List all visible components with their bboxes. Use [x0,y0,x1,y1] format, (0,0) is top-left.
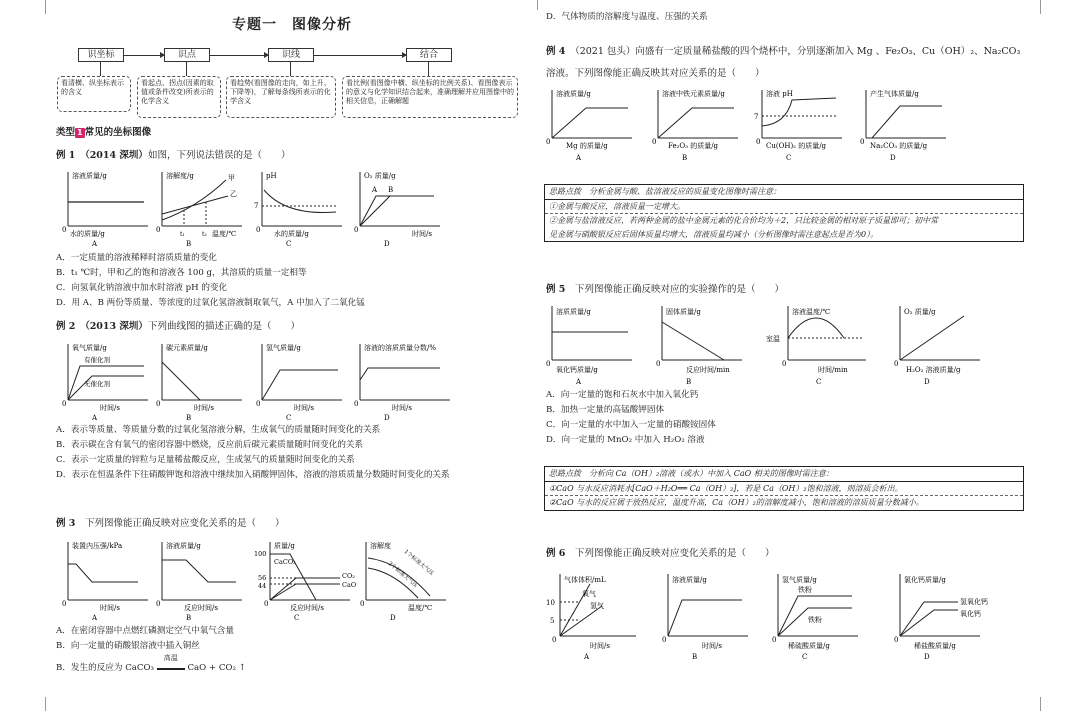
ex5-graphs [540,302,1010,388]
connector [428,62,429,76]
ex4-graph-d [860,89,946,162]
ex3-graphs [56,538,496,624]
ex5-option-b: B．加热一定量的高锰酸钾固体 [546,405,665,415]
flow-note-2: 看起点、拐点(因素的取值或条件改变)所表示的化学含义 [137,76,221,118]
ex4-d-ylabel: 产生气体质量/g [870,90,919,98]
crop-mark [1040,697,1050,711]
hint2-line1: ①CaO 与水反应消耗水[CaO＋H₂O══ Ca（OH）₂]，若是 Ca（OH）₂饱和溶液，则溶质会析出。 [545,482,1023,497]
ex4-b-xlabel: Fe₂O₃ 的质量/g [668,142,719,150]
svg-text:0: 0 [652,138,657,146]
ex1-b-ylabel: 溶解度/g [166,172,194,180]
ex3-c-val-100: 100 [254,550,267,558]
ex1-b-series1: 甲 [228,174,235,182]
flow-box-4: 结合 [406,48,452,62]
ex3-reaction-left: B．发生的反应为 CaCO₃ [56,663,154,673]
ex3-c-val-56: 56 [258,574,267,582]
ex3-graph-d [360,541,446,622]
type-heading [56,127,151,139]
ex2-text: 下列曲线图的描述正确的是（ ） [147,321,300,332]
flow-note-1: 看清横、纵坐标表示的含义 [57,76,131,112]
ex3-option-b2 [56,654,246,674]
svg-text:0: 0 [662,636,667,644]
ex1-c-xlabel: 水的质量/g [274,230,309,238]
ex6-graph-d [894,574,988,661]
ex6-a-val-10: 10 [546,599,555,607]
ex6-a-ylabel: 气体体积/mL [564,576,606,584]
ex5-a-letter: A [576,378,582,386]
ex4-question [546,46,1020,58]
ex3-graph-c [254,541,356,622]
crop-mark [1040,0,1050,14]
svg-text:0: 0 [354,400,359,408]
svg-text:0: 0 [782,360,787,368]
ex6-label: 例 6 [546,548,566,559]
ex1-b-series2: 乙 [230,190,237,198]
ex6-b-xlabel: 时间/s [702,642,722,650]
ex3-c-val-44: 44 [258,582,267,590]
ex6-graphs [540,570,1010,662]
ex2-b-xlabel: 时间/s [194,404,214,412]
ex6-b-letter: B [692,653,698,661]
flow-arrow [314,55,406,56]
ex1-option-d: D．用 A、B 两份等质量、等浓度的过氧化氢溶液制取氧气，A 中加入了二氧化锰 [56,298,365,308]
ex2-a-letter: A [92,414,98,422]
ex3-graph-b [156,541,242,622]
connector [290,62,291,76]
ex6-c-series2: 铁粉 [808,616,822,624]
ex3-option-a: A．在密闭容器中点燃红磷测定空气中氧气含量 [56,626,235,636]
ex1-graphs [56,168,496,250]
ex3-question [56,518,284,530]
svg-text:0: 0 [546,360,551,368]
ex2-b-ylabel: 碳元素质量/g [166,344,208,352]
ex3-c-xlabel: 反应时间/s [290,604,324,612]
ex6-a-series2: 氢气 [590,602,604,610]
ex1-graph-c [254,172,342,248]
ex5-option-c: C．向一定量的水中加入一定量的硝酸铵固体 [546,420,716,430]
svg-text:0: 0 [156,600,161,608]
ex4-graph-c [754,89,842,162]
ex6-d-xlabel: 稀盐酸质量/g [914,642,956,650]
ex6-d-series1: 氢氧化钙 [960,598,988,606]
ex5-label: 例 5 [546,284,566,295]
ex4-label: 例 4 [546,46,566,57]
ex2-graphs [56,340,496,424]
right-page [540,0,1080,711]
svg-text:0: 0 [860,138,865,146]
ex2-c-xlabel: 时间/s [294,404,314,412]
ex5-c-ylabel: 溶液温度/℃ [792,308,831,316]
ex5-graph-d [894,306,980,386]
crop-mark [528,0,538,10]
ex2-d-ylabel: 溶液的溶质质量分数/% [364,344,437,352]
ex3-c-series1: CO₂ [342,572,355,580]
ex1-b-t1: t₁ [180,231,185,238]
ex6-a-letter: A [584,653,590,661]
ex3-d-letter: D [390,614,396,622]
svg-text:0: 0 [156,400,161,408]
svg-text:0: 0 [894,636,899,644]
hint1-heading: 思路点拨 分析金属与酸、盐溶液反应的质量变化图像时需注意： [545,185,1023,200]
ex6-a-xlabel: 时间/s [590,642,610,650]
svg-text:0: 0 [656,360,661,368]
ex4-c-letter: C [786,154,792,162]
ex3-b-ylabel: 溶液质量/g [166,542,201,550]
ex6-graph-c [772,574,858,661]
ex2-d-letter: D [384,414,390,422]
type-prefix: 类型 [56,127,76,138]
ex2-graph-c [256,343,342,422]
ex2-graph-b [156,343,242,422]
ex5-b-ylabel: 固体质量/g [666,308,701,316]
ex2-option-c: C．表示一定质量的锌粒与足量稀盐酸反应，生成氢气的质量随时间变化的关系 [56,455,355,465]
ex1-graph-d [354,171,440,248]
hint1-line3: 见金属与硝酸银反应后固体质量均增大，溶液质量均减小（分析图像时需注意起点是否为0）。 [549,229,879,239]
ex6-b-ylabel: 溶液质量/g [672,576,707,584]
ex2-graph-d [354,343,450,422]
crop-mark [36,697,46,711]
ex3-text: 下列图像能正确反映对应变化关系的是（ ） [84,518,285,529]
ex3-a-xlabel: 时间/s [100,604,120,612]
hint1-line2: ②金属与盐溶液反应，若两种金属的盐中金属元素的化合价均为＋2，只比较金属的相对原子质量即可；初中常 [549,216,939,226]
ex3-d-series1: 1个标准大气压 [402,548,435,577]
ex5-option-d: D．向一定量的 MnO₂ 中加入 H₂O₂ 溶液 [546,435,705,445]
crop-mark [36,0,46,14]
ex2-option-d: D．表示在恒温条件下往硝酸钾饱和溶液中继续加入硝酸钾固体，溶液的溶质质量分数随时间变化的关系 [56,470,450,480]
ex3-b-xlabel: 反应时间/s [184,604,218,612]
svg-text:0: 0 [546,138,551,146]
ex2-option-b: B．表示碳在含有氧气的密闭容器中燃烧，反应前后碳元素质量随时间变化的关系 [56,440,364,450]
ex6-question [546,548,774,560]
ex6-d-ylabel: 氯化钙质量/g [904,576,946,584]
ex4-a-xlabel: Mg 的质量/g [566,142,608,150]
ex3-option-b: B．向一定量的硝酸银溶液中插入铜丝 [56,641,200,651]
ex1-graph-b [156,171,242,248]
right-top-line: D．气体物质的溶解度与温度、压强的关系 [546,12,708,22]
ex2-graph-a [62,343,148,422]
ex1-c-letter: C [286,240,292,248]
ex2-d-xlabel: 时间/s [392,404,412,412]
svg-text:0: 0 [62,600,67,608]
ex6-c-series1: 铁粉 [798,586,812,594]
ex6-c-letter: C [802,653,808,661]
ex1-source: （2014 深圳） [84,150,148,161]
ex6-c-ylabel: 氢气质量/g [782,576,817,584]
ex3-label: 例 3 [56,518,76,529]
ex5-d-xlabel: H₂O₂ 溶液质量/g [906,366,961,374]
ex2-a-series1: 有催化剂 [84,356,110,364]
ex1-a-ylabel: 溶液质量/g [72,172,107,180]
ex1-a-xlabel: 水的质量/g [70,230,105,238]
ex1-text: 如图，下列说法错误的是（ ） [147,150,291,161]
ex6-graph-b [662,574,748,661]
type-label: 常见的坐标图像 [84,127,152,138]
flow-box-1: 识坐标 [78,48,124,62]
svg-text:0: 0 [894,360,899,368]
ex2-a-ylabel: 氧气质量/g [72,344,107,352]
ex3-graph-a [62,541,148,622]
ex2-option-a: A．表示等质量、等质量分数的过氧化氢溶液分解，生成氧气的质量随时间变化的关系 [56,425,381,435]
ex5-b-xlabel: 反应时间/min [686,366,730,374]
ex4-graphs [540,86,1000,166]
ex1-d-series1: A [372,186,378,194]
ex6-text: 下列图像能正确反映对应变化关系的是（ ） [574,548,775,559]
hint-box-2 [544,466,1024,511]
ex4-graph-a [546,89,632,162]
ex6-a-series1: 氧气 [582,590,596,598]
ex3-c-series2: CaO [342,581,357,589]
ex1-option-c: C．向氢氧化钠溶液中加水时溶液 pH 的变化 [56,283,228,293]
ex4-c-xlabel: Cu(OH)₂ 的质量/g [766,142,827,150]
ex2-c-letter: C [286,414,292,422]
ex5-option-a: A．向一定量的饱和石灰水中加入氧化钙 [546,390,699,400]
ex4-d-letter: D [890,154,896,162]
connector [186,62,187,76]
ex4-question-line2: 溶液。下列图像能正确反映其对应关系的是（ ） [546,68,765,79]
flow-box-3: 识线 [268,48,314,62]
hint2-line2: ②CaO 与水的反应属于放热反应，温度升高，Ca（OH）₂的溶解度减小，饱和溶液的溶质质量分数减小。 [549,498,924,508]
svg-text:0: 0 [256,226,261,234]
ex3-d-ylabel: 溶解度 [370,542,391,550]
ex6-graph-a [546,574,636,661]
ex3-a-ylabel: 装置内压强/kPa [72,542,123,550]
svg-text:0: 0 [772,636,777,644]
ex3-c-series0: CaCO₃ [274,558,296,566]
ex1-label: 例 1 [56,150,76,161]
ex2-a-xlabel: 时间/s [100,404,120,412]
ex6-a-val-5: 5 [550,617,555,625]
ex3-c-ylabel: 质量/g [274,542,295,550]
ex6-c-xlabel: 稀硫酸质量/g [788,642,830,650]
ex4-graph-b [652,89,738,162]
flow-arrow [124,55,164,56]
ex2-b-letter: B [186,414,192,422]
ex4-c-ylabel: 溶液 pH [766,90,793,98]
flow-arrow [210,55,268,56]
ex2-question [56,321,300,333]
ex5-c-xlabel: 时间/min [818,366,848,374]
svg-text:0: 0 [756,138,761,146]
ex3-b-letter: B [186,614,192,622]
ex4-c-mark: 7 [754,113,759,121]
ex2-source: （2013 深圳） [84,321,148,332]
type-number: 1 [77,128,83,137]
svg-text:0: 0 [62,400,67,408]
ex1-c-ylabel: pH [266,172,277,180]
svg-text:0: 0 [552,636,557,644]
ex3-reaction-arrow [157,654,185,670]
hint1-line1: ①金属与酸反应，溶液质量一定增大。 [545,200,1023,215]
ex3-d-series2: 2个标准大气压 [386,560,419,589]
flow-note-4: 看比例(看图像中横、纵坐标的比例关系)、看图像表示的意义与化学知识结合起来，准确理解并应用图像中的相关信息，正确解题 [342,76,518,118]
ex5-a-ylabel: 溶质质量/g [556,308,591,316]
svg-text:0: 0 [156,226,161,234]
ex5-d-ylabel: O₂ 质量/g [904,308,936,316]
ex1-b-letter: B [186,240,192,248]
ex5-question [546,284,784,296]
svg-text:0: 0 [62,226,67,234]
ex1-d-ylabel: O₂ 质量/g [364,172,396,180]
ex5-d-letter: D [924,378,930,386]
svg-text:0: 0 [256,400,261,408]
ex1-d-letter: D [384,240,390,248]
connector [100,62,101,76]
ex4-text: （2021 包头）向盛有一定质量稀盐酸的四个烧杯中，分别逐渐加入 Mg 、Fe₂O₃、Cu（OH）₂、Na₂CO₃ [574,46,1021,57]
ex5-graph-b [656,306,742,386]
ex5-graph-c [766,306,866,386]
ex3-a-letter: A [92,614,98,622]
ex5-text: 下列图像能正确反映对应的实验操作的是（ ） [574,284,784,295]
ex4-d-xlabel: Na₂CO₃ 的质量/g [870,142,928,150]
hint2-heading: 思路点拨 分析向 Ca（OH）₂溶液（或水）中加入 CaO 相关的图像时需注意： [545,467,1023,482]
ex1-option-a: A．一定质量的溶液稀释时溶质质量的变化 [56,253,217,263]
hint-box-1 [544,184,1024,242]
ex3-d-xlabel: 温度/℃ [408,604,433,612]
ex1-question [56,150,290,162]
svg-text:0: 0 [354,226,359,234]
ex6-d-series2: 氧化钙 [960,610,981,618]
ex4-b-ylabel: 溶液中铁元素质量/g [662,90,725,98]
ex4-a-letter: A [576,154,582,162]
ex1-d-xlabel: 时间/s [412,230,432,238]
ex1-b-t2: t₂ [202,231,207,238]
ex5-c-letter: C [816,378,822,386]
ex5-a-xlabel: 氧化钙质量/g [556,366,598,374]
ex1-b-xlabel: 温度/℃ [212,230,237,238]
ex5-c-mark: 室温 [766,335,780,343]
ex3-c-letter: C [294,614,300,622]
page-title: 专题一 图像分析 [232,17,352,33]
flow-note-3: 看趋势(看图像的走向，如上升、下降等)，了解每条线所表示的化学含义 [226,76,336,118]
svg-text:0: 0 [264,600,269,608]
ex4-a-ylabel: 溶液质量/g [556,90,591,98]
ex1-c-mark: 7 [254,202,259,210]
svg-text:0: 0 [360,600,365,608]
ex6-d-letter: D [924,653,930,661]
ex1-a-letter: A [92,240,98,248]
ex1-graph-a [62,171,148,248]
ex4-b-letter: B [682,154,688,162]
ex5-b-letter: B [686,378,692,386]
ex3-reaction-right: CaO + CO₂ ↑ [187,663,246,673]
flow-box-2: 识点 [164,48,210,62]
ex2-a-series2: 无催化剂 [84,380,110,388]
ex2-c-ylabel: 氢气质量/g [266,344,301,352]
ex1-option-b: B．t₁ ℃时，甲和乙的饱和溶液各 100 g，其溶质的质量一定相等 [56,268,307,278]
ex2-label: 例 2 [56,321,76,332]
ex1-d-series2: B [388,186,394,194]
ex3-reaction-condition: 高温 [163,654,178,662]
ex5-graph-a [546,306,632,386]
